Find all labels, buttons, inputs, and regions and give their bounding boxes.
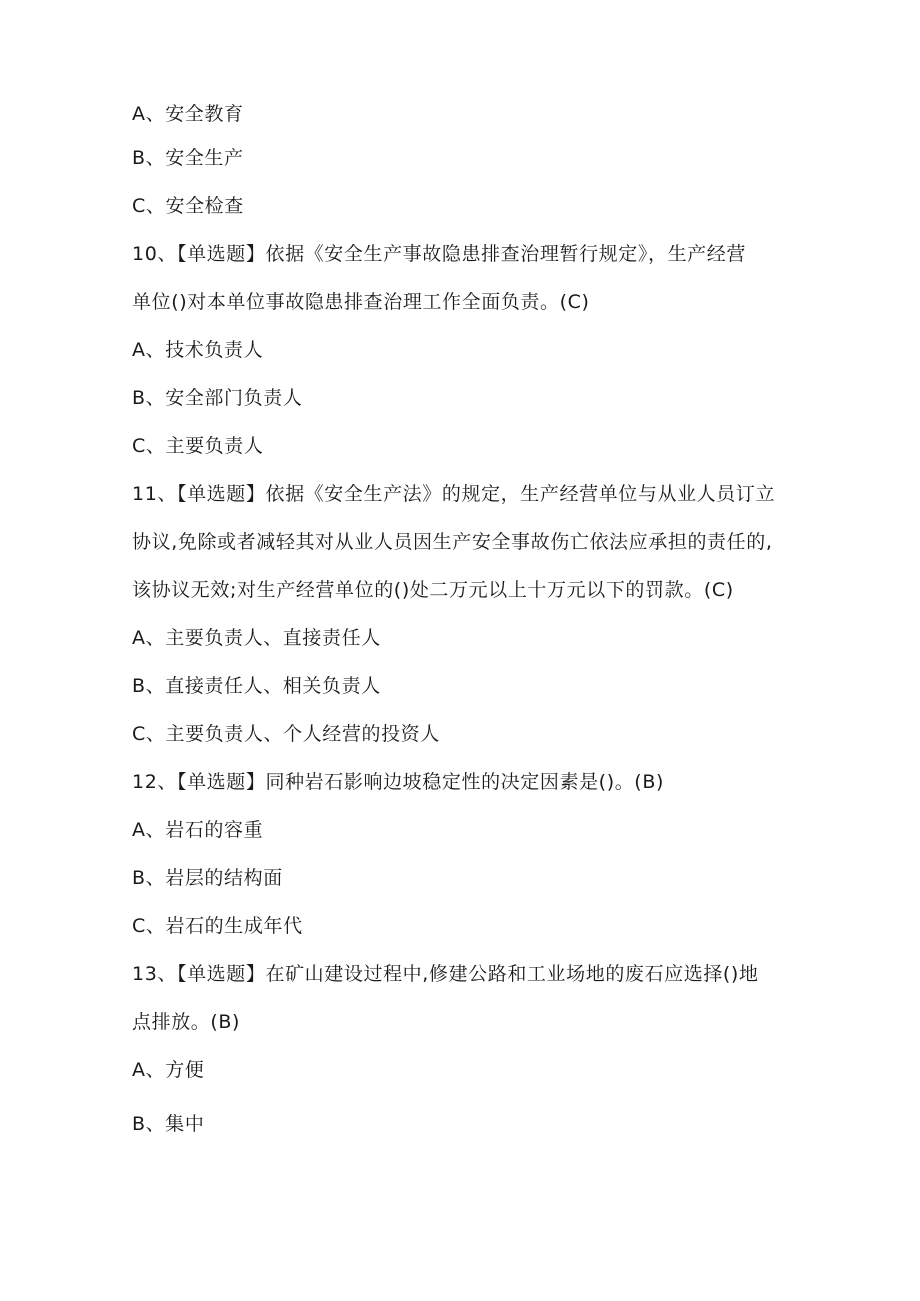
question-13-line-2: 点排放。(B) <box>132 1011 241 1033</box>
question-11-line-1: 11、【单选题】依据《安全生产法》的规定，生产经营单位与从业人员订立 <box>132 483 776 505</box>
question-11-line-3: 该协议无效;对生产经营单位的()处二万元以上十万元以下的罚款。(C) <box>132 579 734 601</box>
option-b-direct-related: B、直接责任人、相关负责人 <box>132 675 381 697</box>
question-11-line-2: 协议,免除或者减轻其对从业人员因生产安全事故伤亡依法应承担的责任的, <box>132 531 773 553</box>
option-a-safety-education: A、安全教育 <box>132 103 244 125</box>
option-b-structural-plane: B、岩层的结构面 <box>132 867 283 889</box>
option-a-rock-density: A、岩石的容重 <box>132 819 264 841</box>
option-c-principal-lead: C、主要负责人 <box>132 435 264 457</box>
option-a-convenient: A、方便 <box>132 1059 205 1081</box>
option-a-principal-direct: A、主要负责人、直接责任人 <box>132 627 381 649</box>
option-c-safety-inspection: C、安全检查 <box>132 195 244 217</box>
question-10-line-1: 10、【单选题】依据《安全生产事故隐患排查治理暂行规定》，生产经营 <box>132 243 746 265</box>
option-c-principal-investor: C、主要负责人、个人经营的投资人 <box>132 723 440 745</box>
question-10-line-2: 单位()对本单位事故隐患排查治理工作全面负责。(C) <box>132 291 590 313</box>
question-13-line-1: 13、【单选题】在矿山建设过程中,修建公路和工业场地的废石应选择()地 <box>132 963 759 985</box>
option-b-concentrated: B、集中 <box>132 1113 205 1135</box>
option-c-rock-age: C、岩石的生成年代 <box>132 915 303 937</box>
question-12-line-1: 12、【单选题】同种岩石影响边坡稳定性的决定因素是()。(B) <box>132 771 664 793</box>
option-b-safety-dept-lead: B、安全部门负责人 <box>132 387 303 409</box>
option-a-tech-lead: A、技术负责人 <box>132 339 264 361</box>
option-b-safety-production: B、安全生产 <box>132 147 244 169</box>
